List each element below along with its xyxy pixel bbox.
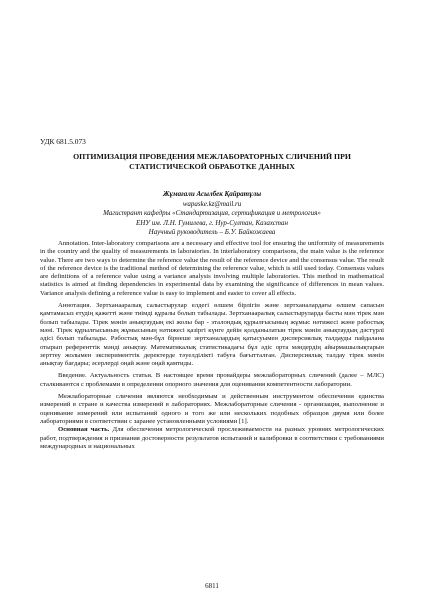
- author-organization: ЕНУ им. Л.Н. Гумилева, г. Нур-Султан, Казахстан: [135, 218, 289, 227]
- main-part-heading: Основная часть.: [58, 426, 110, 434]
- main-part-paragraph: [40, 426, 384, 451]
- paragraph-interlab: Межлабораторные сличения являются необходимым и действенным инструментом обеспечения единства измерений в стране и качества измерений в лабораториях. Межлабораторные сличения - организация, выполнение и оценивание измерений или испытаний одного и того же или нескольких подобных образцов двумя или более лабораториями в соответствии с заранее установленными условиями [1].: [40, 393, 384, 425]
- author-position: Магистрант кафедры «Стандартизация, сертификация и метрология»: [103, 209, 321, 218]
- udk-code: УДК 681.5.073: [40, 137, 86, 146]
- title-line-2: СТАТИСТИЧЕСКОЙ ОБРАБОТКЕ ДАННЫХ: [129, 162, 295, 171]
- article-title: [40, 152, 384, 172]
- author-name: Жұмағали Асылбек Қайратұлы: [162, 190, 262, 198]
- article-body: [40, 240, 384, 455]
- author-block: [40, 190, 384, 238]
- main-part-text: Для обеспечения метрологической прослеживаемости на разных уровнях метрологических работ, подтверждения и признания достоверности результатов испытаний и калибровки в соответствии с требованиями международных и национальных: [40, 426, 384, 450]
- introduction-paragraph: Введение. Актуальность статьи. В настоящее время провайдеры межлабораторных сличений (далее – МЛС) сталкиваются с проблемами в определении опорного значения для оценивания компетентности лаборатории.: [40, 372, 384, 388]
- author-email: wapaske.kz@mail.ru: [182, 199, 242, 208]
- scientific-supervisor: Научный руководитель – Б.У. Байкожаева: [148, 228, 276, 237]
- page-number: 6811: [205, 582, 219, 590]
- annotation-kazakh: Аннотация. Зертханааралық салыстырулар елдегі өлшем бірлігін және зертханалардағы өлшем сапасын қамтамасыз етудің қажетті және тиімді құралы болып табылады. Зертханааралық салыстыруларда басты мән тірек мән болып табылады. Тірек мәнін анықтаудың екі жолы бар - эталондық құрылғысының жұмыс нәтижесі және рәбостық мәні. Тірек құрылғысының жұмысының нәтижесі қазіргі күнге дейін қолданылатын тірек мәнін анықтаудың дәстүрлі әдісі болып табылады. Рәбостық мән-бұл бірнеше зертханалардың қатысуымен дисперсиялық талдауды пайдалана отырып референттік мәнді анықтау. Математикалық статистикадағы бұл әдіс орта мәндердің айырмашылықтарын зерттеу жолымен эксперименттік деректерде тәуелділікті табуға бағытталған. Дисперсиялық талдау тірек мәнін анықтау бағдары; әсерлерді оңай және оңай қамтиды.: [40, 302, 384, 368]
- annotation-english: Annotation. Inter-laboratory comparisons are a necessary and effective tool for ensuring the uniformity of measurements in the country and the quality of measurements in laboratories. In interlaboratory comparisons, the main value is the reference value. There are two ways to determine the reference value the result of the reference device and the consensus value. The result of the reference device is the traditional method of determining the reference value, which is still used today. Consensus values are definitions of a reference value using a variance analysis involving multiple laboratories. This method in mathematical statistics is aimed at finding dependencies in experimental data by examining the significance of differences in mean values. Variance analysis defining a reference value is easy to implement and easier to cover all effects.: [40, 240, 384, 297]
- title-line-1: ОПТИМИЗАЦИЯ ПРОВЕДЕНИЯ МЕЖЛАБОРАТОРНЫХ СЛИЧЕНИЙ ПРИ: [73, 152, 351, 161]
